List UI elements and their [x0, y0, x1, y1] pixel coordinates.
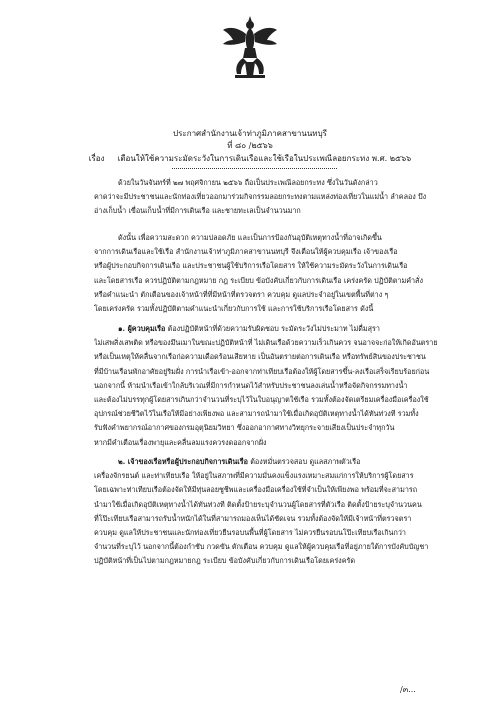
- intro-line: อ่างเก็บน้ำ เขื่อนเก็บน้ำที่มีการเดินเรือ และชายทะเลเป็นจำนวนมาก: [94, 206, 301, 216]
- intro-line: ด้วยในวันจันทร์ที่ ๒๗ พฤศจิกายน ๒๕๖๖ ถือเป็นประเพณีลอยกระทง ซึ่งในวันดังกล่าว: [118, 178, 378, 187]
- garuda-emblem-icon: [221, 14, 279, 80]
- item-2-line: ที่โป๊ะเทียบเรือสามารถรับน้ำหนักได้ในที่สามารถมองเห็นได้ชัดเจน รวมทั้งต้องจัดให้มีเจ้าหน้าที่ตรวจตรา: [94, 513, 412, 523]
- purpose-line: หรือผู้ประกอบกิจการเดินเรือ และประชาชนผู้ใช้บริการเรือโดยสาร ให้ใช้ความระมัดระวังในการเดินเรือ: [94, 261, 408, 271]
- intro-paragraph: [94, 176, 439, 219]
- purpose-line: ดังนั้น เพื่อความสะดวก ความปลอดภัย และเป็นการป้องกันอุบัติเหตุทางน้ำที่อาจเกิดขึ้น: [118, 233, 382, 242]
- subject-text: เตือนให้ใช้ความระมัดระวังในการเดินเรือและใช้เรือในประเพณีลอยกระทง พ.ศ. ๒๕๖๖: [117, 154, 412, 163]
- item-2-line: โดยเฉพาะท่าเทียบเรือต้องจัดให้มีทุ่นลอยชูชีพและเครื่องมือเครื่องใช้ที่จำเป็นให้เพียงพอ พร้อมที่จะสามารถ: [94, 485, 418, 495]
- item-1-line: และต้องไม่บรรทุกผู้โดยสารเกินกว่าจำนวนที่ระบุไว้ในใบอนุญาตใช้เรือ รวมทั้งต้องจัดเตรียมเครื่องมือเครื่องใช้: [94, 395, 429, 405]
- item-1-heading: ๑. ผู้ควบคุมเรือ: [118, 324, 166, 333]
- item-2-first-line: [94, 455, 439, 469]
- item-2-line: ควบคุม ดูแลให้ประชาชนและนักท่องเที่ยวยืนรอบนพื้นที่ผู้โดยสาร ไม่ควรยืนรอบนโป๊ะเทียบเรือเกินกว่า: [94, 528, 406, 538]
- purpose-line: และโดยสารเรือ ควรปฏิบัติตามกฎหมาย กฎ ระเบียบ ข้อบังคับเกี่ยวกับการเดินเรือ เคร่งครัด ปฏิบัติตามคำสั่ง: [94, 275, 423, 285]
- item-1-line: ไม่เสพสิ่งเสพติด หรือของมึนเมาในขณะปฏิบัติหน้าที่ ไม่เดินเรือด้วยความเร็วเกินควร จนอาจจะก่อให้เกิดอันตราย: [94, 338, 438, 348]
- item-2-line: เครื่องจักรยนต์ และท่าเทียบเรือ ให้อยู่ในสภาพที่มีความมั่นคงแข็งแรงเหมาะสมแก่การให้บริการผู้โดยสาร: [94, 471, 414, 481]
- item-2-line: นำมาใช้เมื่อเกิดอุบัติเหตุทางน้ำได้ทันท่วงที ติดตั้งป้ายระบุจำนวนผู้โดยสารที่ตัวเรือ ติดตั้งป้ายระบุจำนวนคน: [94, 499, 422, 509]
- item-1-line: นอกจากนี้ ห้ามนำเรือเข้าใกล้บริเวณที่มีการกำหนดไว้สำหรับประชาชนลงเล่นน้ำหรือจัดกิจกรรมทางน้ำ: [94, 380, 408, 390]
- purpose-line: หรือคำแนะนำ ตักเตือนของเจ้าหน้าที่ที่มีหน้าที่ตรวจตรา ควบคุม ดูแลประจำอยู่ในเขตพื้นที่ต่าง ๆ: [94, 289, 389, 299]
- office-title: ประกาศสำนักงานเจ้าท่าภูมิภาคสาขานนทบุรี: [173, 129, 327, 138]
- item-1-line: รับฟังคำพยากรณ์อากาศของกรมอุตุนิยมวิทยา ซึ่งออกอากาศทางวิทยุกระจายเสียงเป็นประจำทุกวัน: [94, 423, 395, 433]
- purpose-line: จากการเดินเรือและใช้เรือ สำนักงานเจ้าท่าภูมิภาคสาขานนทบุรี จึงเตือนให้ผู้ควบคุมเรือ เจ้าของเรือ: [94, 247, 398, 257]
- item-2-line: ปฏิบัติหน้าที่เป็นไปตามกฎหมายกฎ ระเบียบ ข้อบังคับเกี่ยวกับการเดินเรือโดยเคร่งครัด: [94, 556, 356, 566]
- intro-line: คาดว่าจะมีประชาชนและนักท่องเที่ยวออกมาร่วมกิจกรรมลอยกระทงตามแหล่งท่องเที่ยวในแม่น้ำ ลำคลอง บึง: [94, 192, 427, 202]
- item-1-line: ที่มีบ้านเรือนพักอาศัยอยู่ริมฝั่ง การนำเรือเข้า-ออกจากท่าเทียบเรือต้องให้ผู้โดยสารขึ้น-ลงเรือเสร็จเรียบร้อยก่อน: [94, 366, 430, 376]
- item-2-paragraph: [94, 455, 439, 569]
- item-1-line: ต้องปฏิบัติหน้าที่ด้วยความรับผิดชอบ ระมัดระวังไม่ประมาท ไม่ดื่มสุรา: [167, 324, 380, 333]
- item-2-heading: ๒. เจ้าของเรือหรือผู้ประกอบกิจการเดินเรือ: [118, 457, 248, 466]
- item-1-first-line: [94, 322, 439, 336]
- item-2-line: จำนวนที่ระบุไว้ นอกจากนี้ต้องกำชับ กวดขัน ตักเตือน ควบคุม ดูแลให้ผู้ควบคุมเรือที่อยู่ภายใต้การบังคับบัญชา: [94, 542, 429, 552]
- item-1-line: หรือเป็นเหตุให้คลื่นจากเรือก่อความเดือดร้อนเสียหาย เป็นอันตรายต่อการเดินเรือ หรือทรัพย์สินของประชาชน: [94, 352, 426, 362]
- item-2-line: ต้องหมั่นตรวจสอบ ดูแลสภาพตัวเรือ: [250, 457, 361, 466]
- item-1-paragraph: [94, 322, 439, 450]
- subject-line: [0, 154, 500, 164]
- purpose-paragraph: [94, 231, 439, 316]
- title-divider: [172, 168, 337, 169]
- subject-label: เรื่อง: [88, 154, 105, 163]
- item-1-line: หากมีคำเตือนเรื่องพายุและคลื่นลมแรงควรงดออกจากฝั่ง: [94, 437, 267, 447]
- purpose-line: โดยเคร่งครัด รวมทั้งปฏิบัติตามคำแนะนำเกี่ยวกับการใช้ และการใช้บริการเรือโดยสาร ดังนี้: [94, 304, 374, 314]
- announcement-number: ที่ ๘๐ /๒๕๖๖: [227, 141, 273, 150]
- item-1-line: อุปกรณ์ช่วยชีวิตไว้ในเรือให้มีอย่างเพียงพอ และสามารถนำมาใช้เมื่อเกิดอุบัติเหตุทางน้ำได้ทันท่วงที รวมทั้ง: [94, 409, 419, 419]
- page-continuation-marker: /๓...: [400, 685, 416, 694]
